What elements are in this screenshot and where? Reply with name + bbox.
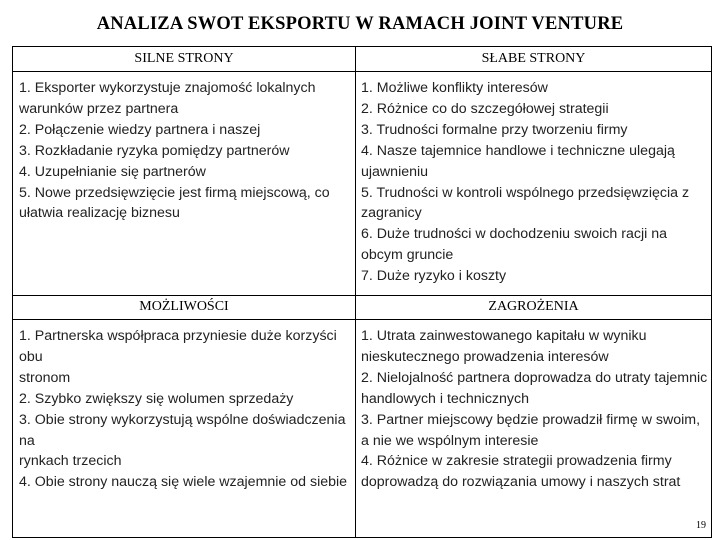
list-item: 4. Uzupełnianie się partnerów <box>19 163 206 180</box>
list-item: 3. Partner miejscowy będzie prowadził firmę w swoim, a nie we wspólnym interesie <box>361 411 701 449</box>
page-title: ANALIZA SWOT EKSPORTU W RAMACH JOINT VENTURE <box>96 14 624 34</box>
strengths-header: SILNE STRONY <box>134 51 234 66</box>
list-item: 6. Duże trudności w dochodzeniu swoich racji na obcym gruncie <box>361 226 667 264</box>
list-item: 5. Trudności w kontroli wspólnego przedsięwzięcia z zagranicy <box>361 184 690 222</box>
strengths-list <box>19 78 353 224</box>
column-divider <box>355 47 356 537</box>
header-divider-top <box>13 71 711 72</box>
list-item: 1. Eksporter wykorzystuje znajomość lokalnych warunków przez partnera <box>19 80 316 117</box>
list-item: 4. Nasze tajemnice handlowe i techniczne ulegają ujawnieniu <box>361 142 675 180</box>
list-item: 7. Duże ryzyko i koszty <box>361 268 507 285</box>
list-item: 3. Rozkładanie ryzyka pomiędzy partnerów <box>19 142 290 159</box>
list-item: 5. Nowe przedsięwzięcie jest firmą miejscową, co ułatwia realizację biznesu <box>19 184 330 222</box>
list-item: rynkach trzecich <box>19 453 122 470</box>
opportunities-list <box>19 326 353 493</box>
list-item: 2. Połączenie wiedzy partnera i naszej <box>19 121 261 138</box>
opportunities-header: MOŻLIWOŚCI <box>139 299 229 314</box>
header-divider-bottom <box>13 319 711 320</box>
list-item: 1. Możliwe konflikty interesów <box>361 80 548 96</box>
page-number: 19 <box>696 520 706 531</box>
row-divider <box>13 295 711 296</box>
threats-header: ZAGROŻENIA <box>488 299 579 314</box>
list-item: 4. Różnice w zakresie strategii prowadzenia firmy doprowadzą do rozwiązania umowy i naszych strat <box>361 453 681 491</box>
list-item: 1. Utrata zainwestowanego kapitału w wyniku nieskutecznego prowadzenia interesów <box>361 328 647 365</box>
list-item: 4. Obie strony nauczą się wiele wzajemnie od siebie <box>19 474 348 491</box>
list-item: stronom <box>19 369 71 386</box>
list-item: 3. Trudności formalne przy tworzeniu firmy <box>361 121 628 138</box>
weaknesses-header: SŁABE STRONY <box>481 51 586 66</box>
list-item: 2. Nielojalność partnera doprowadza do utraty tajemnic handlowych i technicznych <box>361 369 708 407</box>
list-item: 2. Różnice co do szczegółowej strategii <box>361 100 609 117</box>
list-item: 3. Obie strony wykorzystują wspólne doświadczenia na <box>19 411 346 449</box>
list-item: 1. Partnerska współpraca przyniesie duże korzyści obu <box>19 328 337 365</box>
swot-table <box>12 46 712 538</box>
threats-list <box>361 326 708 493</box>
weaknesses-list <box>361 78 708 287</box>
list-item: 2. Szybko zwiększy się wolumen sprzedaży <box>19 390 294 407</box>
